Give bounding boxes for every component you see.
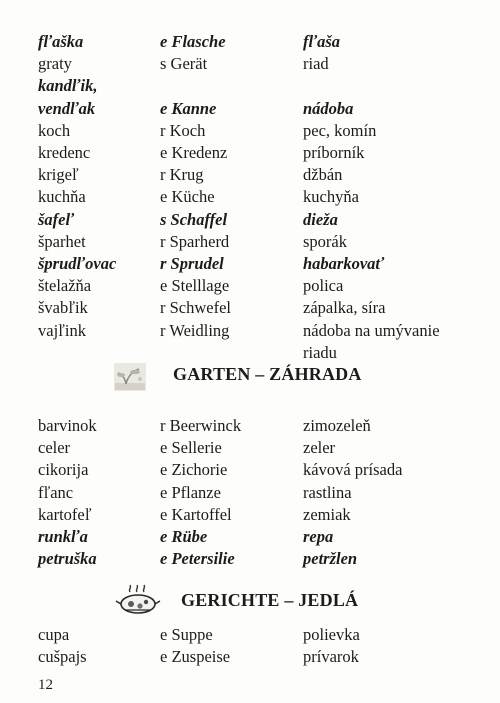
german-term: e Sellerie — [160, 438, 222, 458]
german-term: e Kartoffel — [160, 504, 232, 524]
vocabulary-row — [0, 526, 500, 548]
vocabulary-row — [0, 53, 500, 75]
dialect-term: koch — [38, 120, 71, 140]
dialect-term: kartofeľ — [38, 504, 92, 524]
german-term: e Stelllage — [160, 276, 230, 296]
vocabulary-row — [0, 646, 500, 668]
dialect-term: celer — [38, 438, 71, 458]
dialect-term: runkľa — [38, 527, 88, 546]
dialect-term: kandľik, — [38, 76, 98, 96]
german-term: r Sparherd — [160, 231, 230, 251]
vocabulary-row — [0, 320, 500, 342]
dishes-section-title: GERICHTE – JEDLÁ — [181, 590, 359, 610]
dialect-term: cikorija — [38, 460, 89, 480]
german-term: e Zichorie — [160, 460, 228, 480]
german-term: e Pflanze — [160, 482, 221, 502]
german-term: s Gerät — [160, 54, 208, 74]
dialect-term: graty — [38, 54, 72, 74]
slovak-term: nádoba — [303, 98, 354, 118]
vocabulary-row — [0, 482, 500, 504]
vocabulary-row — [0, 209, 500, 231]
garden-section-title: GARTEN – ZÁHRADA — [173, 364, 362, 384]
slovak-term: zimozeleň — [303, 416, 371, 435]
german-term: r Koch — [160, 120, 206, 140]
slovak-term: petržlen — [303, 549, 358, 569]
steaming-pot-icon — [115, 584, 161, 623]
slovak-term: fľaša — [303, 32, 341, 51]
german-term: r Weidling — [160, 320, 230, 340]
vocabulary-row — [0, 548, 500, 570]
slovak-term: sporák — [303, 231, 347, 251]
slovak-term: prívarok — [303, 647, 359, 667]
german-term: s Schaffel — [160, 209, 228, 229]
dialect-term: cupa — [38, 625, 70, 644]
dialect-term: cušpajs — [38, 647, 87, 667]
german-term: e Petersilie — [160, 549, 235, 569]
vocabulary-row — [0, 120, 500, 142]
vocabulary-row — [0, 142, 500, 164]
slovak-term: habarkovať — [303, 254, 385, 273]
vocabulary-row — [0, 342, 500, 364]
vocabulary-row — [0, 231, 500, 253]
slovak-term: polievka — [303, 625, 360, 644]
vocabulary-row — [0, 624, 500, 646]
slovak-term: polica — [303, 276, 344, 296]
vocabulary-row — [0, 504, 500, 526]
vocabulary-row — [0, 186, 500, 208]
vocabulary-row — [0, 253, 500, 275]
dialect-term: kredenc — [38, 143, 91, 162]
vocabulary-row — [0, 297, 500, 319]
german-term: r Beerwinck — [160, 416, 242, 435]
dialect-term: kuchňa — [38, 187, 86, 207]
page-number: 12 — [38, 677, 53, 693]
vocabulary-row — [0, 437, 500, 459]
dialect-term: šafeľ — [38, 209, 75, 229]
slovak-term: kávová prísada — [303, 460, 403, 480]
dialect-term: fľaška — [38, 32, 84, 51]
dialect-term: šparhet — [38, 231, 86, 251]
german-term: e Küche — [160, 187, 215, 207]
german-term: e Zuspeise — [160, 647, 231, 667]
slovak-term: džbán — [303, 165, 343, 185]
dialect-term: petruška — [38, 549, 97, 569]
vocabulary-row — [0, 98, 500, 120]
german-term: e Rübe — [160, 527, 208, 546]
german-term: r Schwefel — [160, 298, 232, 318]
german-term: r Sprudel — [160, 254, 224, 273]
slovak-term: príborník — [303, 143, 365, 162]
slovak-term: dieža — [303, 209, 338, 229]
dishes-section-header — [0, 588, 500, 618]
dialect-term: vendľak — [38, 98, 96, 118]
slovak-term: pec, komín — [303, 120, 377, 140]
vocabulary-row — [0, 459, 500, 481]
dialect-term: vajľink — [38, 320, 86, 340]
dialect-term: fľanc — [38, 482, 74, 502]
dialect-term: štelažňa — [38, 276, 92, 296]
vocabulary-row — [0, 31, 500, 53]
vocabulary-row — [0, 75, 500, 97]
garden-sprout-icon — [112, 362, 148, 397]
dialect-term: barvinok — [38, 416, 97, 435]
vocabulary-row — [0, 164, 500, 186]
slovak-term: zemiak — [303, 504, 351, 524]
slovak-term: zeler — [303, 438, 336, 458]
german-term: e Flasche — [160, 32, 226, 51]
slovak-term: zápalka, síra — [303, 298, 386, 318]
dialect-term: krigeľ — [38, 165, 79, 185]
dialect-term: švabľik — [38, 298, 88, 318]
vocabulary-row — [0, 275, 500, 297]
vocabulary-row — [0, 415, 500, 437]
garden-section-header — [0, 362, 500, 392]
slovak-term: rastlina — [303, 482, 352, 502]
slovak-term: repa — [303, 527, 334, 546]
german-term: e Suppe — [160, 625, 213, 644]
slovak-term: riadu — [303, 342, 337, 362]
german-term: r Krug — [160, 165, 204, 185]
german-term: e Kanne — [160, 98, 217, 118]
german-term: e Kredenz — [160, 143, 228, 162]
slovak-term: riad — [303, 54, 329, 74]
slovak-term: kuchyňa — [303, 187, 359, 207]
slovak-term: nádoba na umývanie — [303, 320, 440, 340]
dialect-term: šprudľovac — [38, 254, 117, 273]
